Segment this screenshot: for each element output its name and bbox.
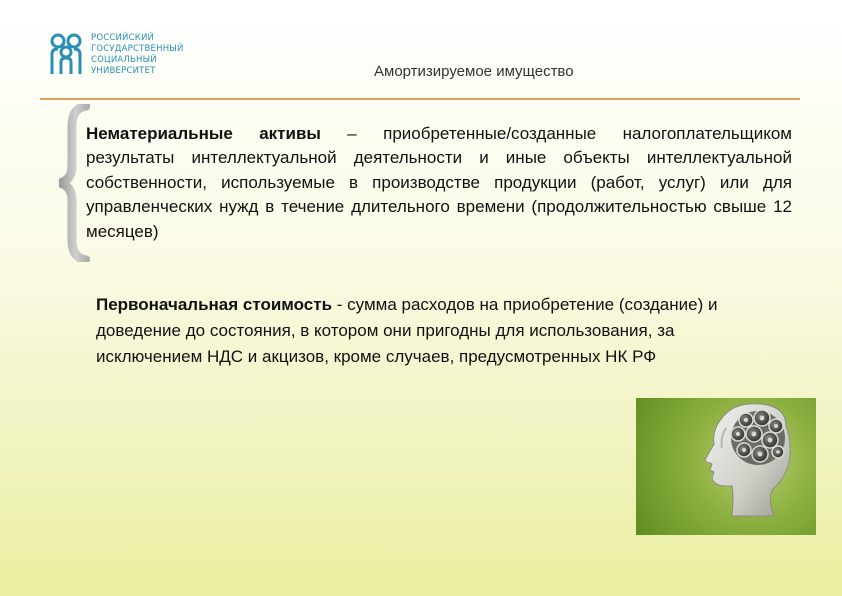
initial-cost-body: - сумма расходов на приобретение (создание) и доведение до состояния, в котором они пригодны для использования, за исключением НДС и акцизов, кроме случаев, предусмотренных НК РФ [96,295,718,366]
initial-cost-definition [96,292,736,370]
logo-line: СОЦИАЛЬНЫЙ [91,55,157,65]
logo-line: ГОСУДАРСТВЕННЫЙ [91,44,184,54]
logo-line: РОССИЙСКИЙ [91,33,155,43]
logo-line: УНИВЕРСИТЕТ [91,66,156,76]
logo-text [91,33,184,77]
definition-body: приобретенные/созданные налогоплательщиком результаты интеллектуальной деятельности и иные объекты интеллектуальной собственности, используемые в производстве продукции (работ, услуг) или для управленческих нужд в течение длительного времени (продолжительностью свыше 12 месяцев) [86,124,792,241]
initial-cost-term: Первоначальная стоимость [96,295,333,314]
head-gears-icon [636,398,816,535]
slide-title: Амортизируемое имущество [374,63,574,80]
intangible-assets-definition [86,122,792,244]
definition-term: Нематериальные активы [86,124,321,143]
definition-dash: – [347,124,357,143]
people-logo-icon [48,32,86,76]
head-gears-image [636,398,816,535]
university-logo [48,32,198,80]
curly-brace-icon [56,104,90,262]
header-divider [40,98,800,100]
